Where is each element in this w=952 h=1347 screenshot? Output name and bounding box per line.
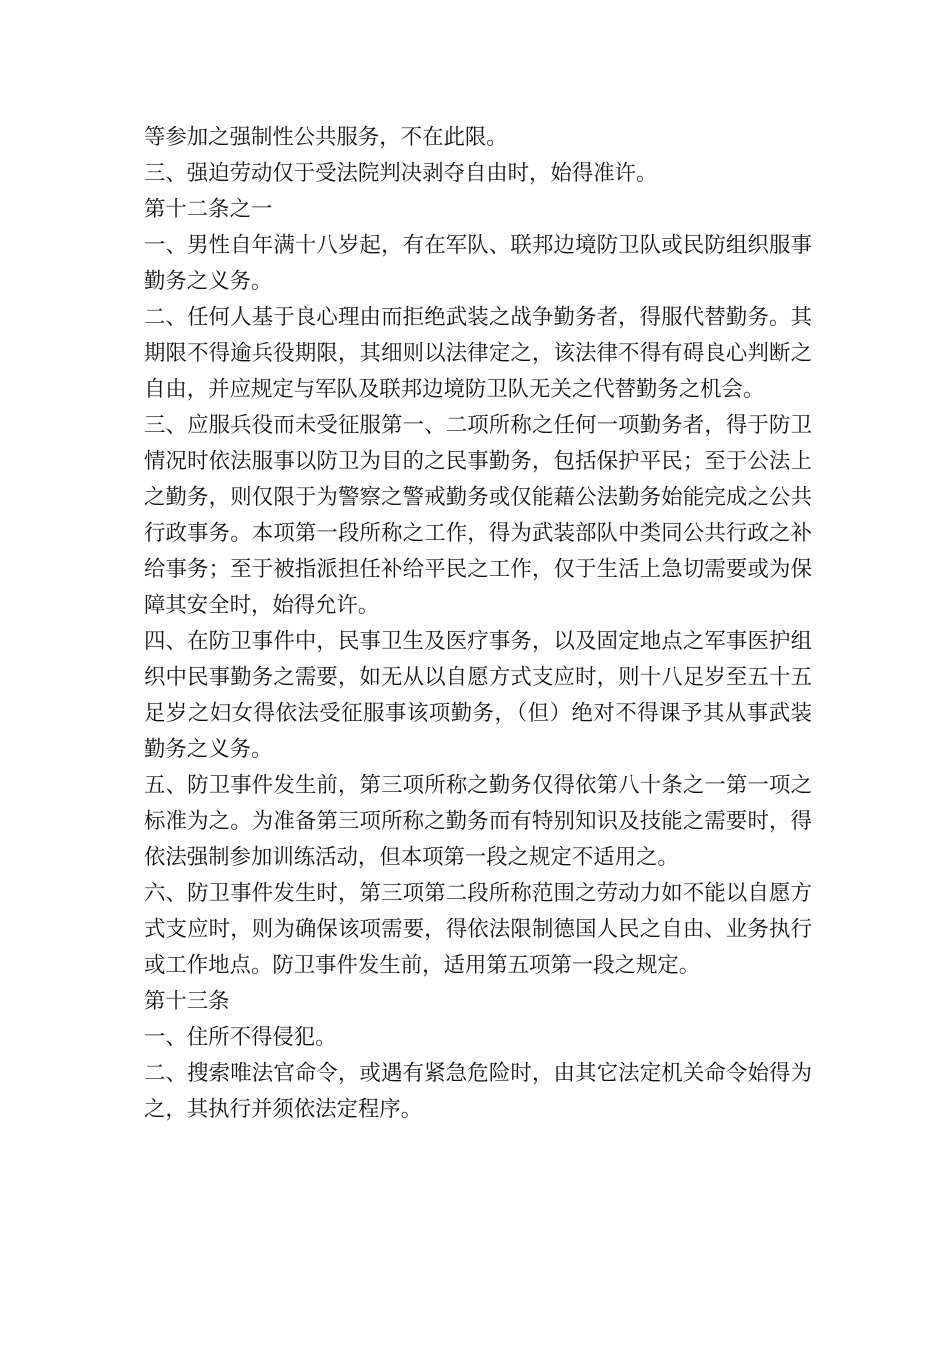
document-body xyxy=(144,120,812,1128)
article-heading-13: 第十三条 xyxy=(144,989,230,1014)
article-heading-12a: 第十二条之一 xyxy=(144,197,273,222)
paragraph-13-1: 一、住所不得侵犯。 xyxy=(144,1025,337,1050)
paragraph-12a-6: 六、防卫事件发生时，第三项第二段所称范围之劳动力如不能以自愿方式支应时，则为确保该项需要，得依法限制德国人民之自由、业务执行或工作地点。防卫事件发生前，适用第五项第一段之规定。 xyxy=(144,881,812,978)
paragraph-12a-4: 四、在防卫事件中，民事卫生及医疗事务，以及固定地点之军事医护组织中民事勤务之需要，如无从以自愿方式支应时，则十八足岁至五十五足岁之妇女得依法受征服事该项勤务，（但）绝对不得课予其从事武装勤务之义务。 xyxy=(144,629,812,762)
paragraph-12a-5: 五、防卫事件发生前，第三项所称之勤务仅得依第八十条之一第一项之标准为之。为准备第三项所称之勤务而有特别知识及技能之需要时，得依法强制参加训练活动，但本项第一段之规定不适用之。 xyxy=(144,773,812,870)
paragraph-12a-1: 一、男性自年满十八岁起，有在军队、联邦边境防卫队或民防组织服事勤务之义务。 xyxy=(144,233,812,294)
paragraph-continuation: 等参加之强制性公共服务，不在此限。 xyxy=(144,125,508,150)
paragraph-12a-3: 三、应服兵役而未受征服第一、二项所称之任何一项勤务者，得于防卫情况时依法服事以防卫为目的之民事勤务，包括保护平民；至于公法上之勤务，则仅限于为警察之警戒勤务或仅能藉公法勤务始能完成之公共行政事务。本项第一段所称之工作，得为武装部队中类同公共行政之补给事务；至于被指派担任补给平民之工作，仅于生活上急切需要或为保障其安全时，始得允许。 xyxy=(144,413,812,618)
paragraph-12a-2: 二、任何人基于良心理由而拒绝武装之战争勤务者，得服代替勤务。其期限不得逾兵役期限，其细则以法律定之，该法律不得有碍良心判断之自由，并应规定与军队及联邦边境防卫队无关之代替勤务之机会。 xyxy=(144,305,812,402)
paragraph-12-3: 三、强迫劳动仅于受法院判决剥夺自由时，始得准许。 xyxy=(144,161,658,186)
paragraph-13-2: 二、搜索唯法官命令，或遇有紧急危险时，由其它法定机关命令始得为之，其执行并须依法定程序。 xyxy=(144,1061,812,1122)
